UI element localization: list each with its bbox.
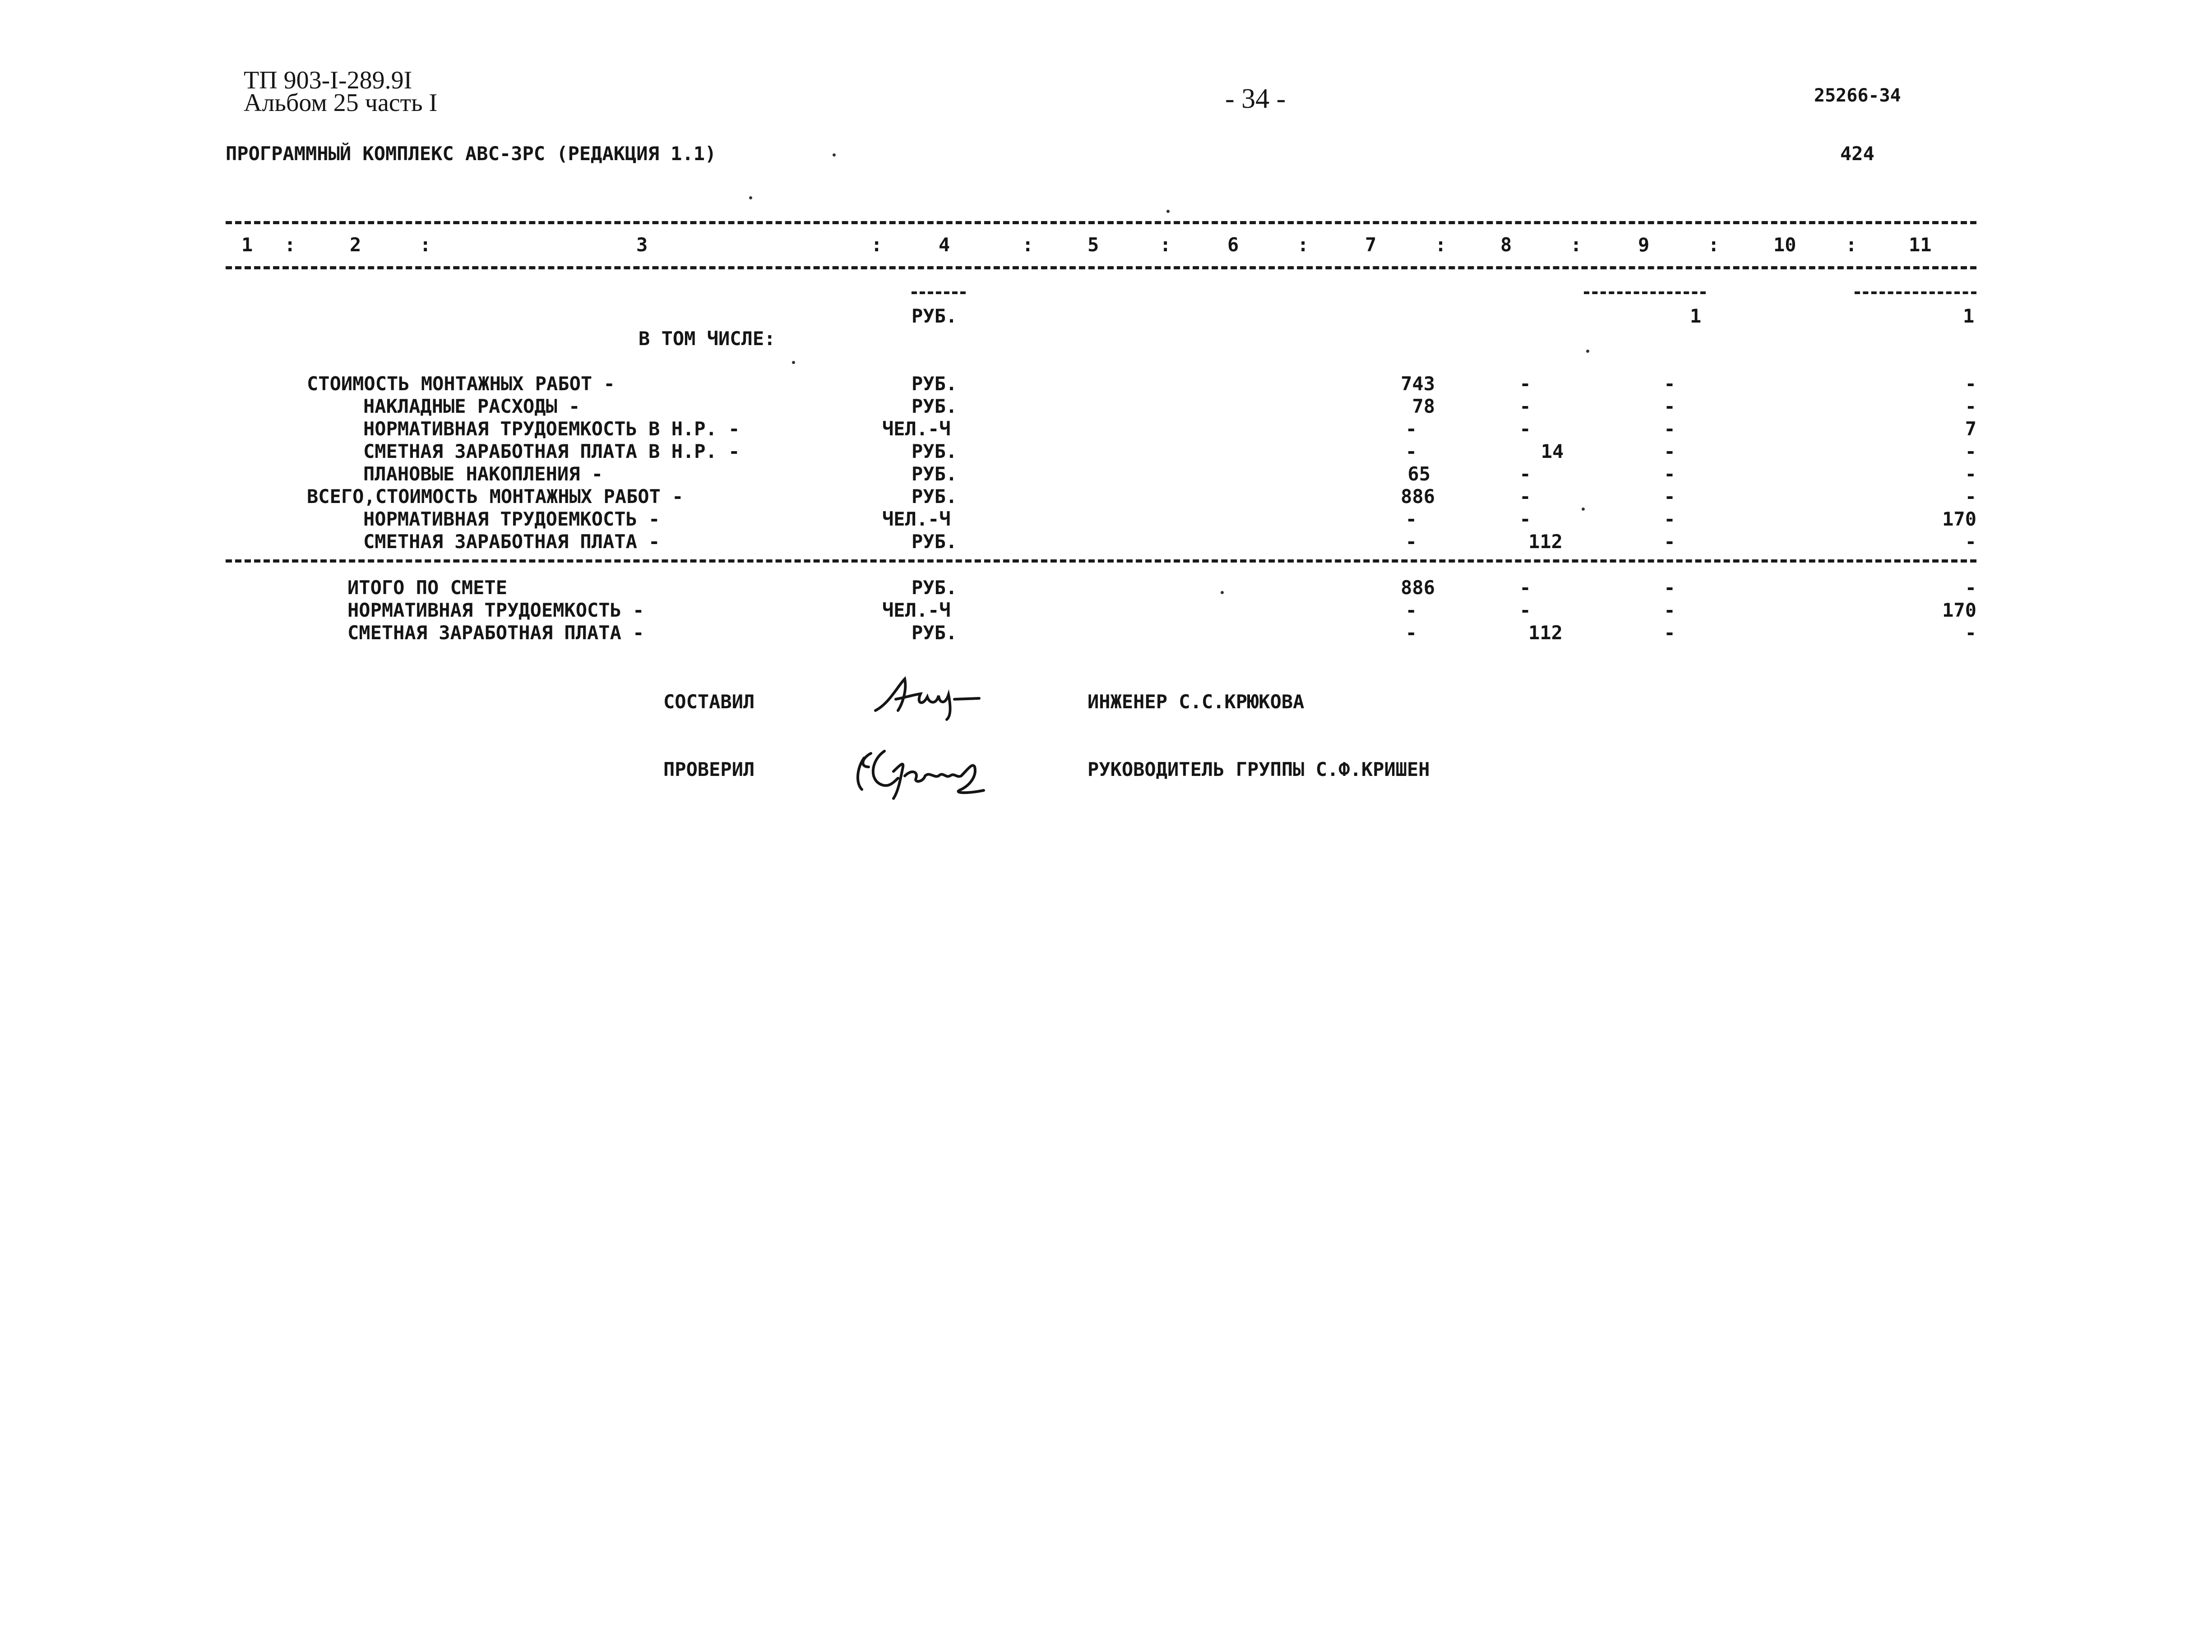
row-label: СМЕТНАЯ ЗАРАБОТНАЯ ПЛАТА -: [363, 531, 660, 553]
row-unit: РУБ.: [912, 440, 958, 462]
row-label: НАКЛАДНЫЕ РАСХОДЫ -: [363, 395, 580, 417]
column-header: 2: [350, 234, 361, 256]
row-unit: РУБ.: [912, 395, 958, 417]
row-col11: 170: [1942, 508, 1976, 530]
row-label: СМЕТНАЯ ЗАРАБОТНАЯ ПЛАТА В Н.Р. -: [363, 440, 740, 462]
row-col7: -: [1405, 418, 1417, 440]
column-header: 3: [636, 234, 648, 256]
row-label: НОРМАТИВНАЯ ТРУДОЕМКОСТЬ В Н.Р. -: [363, 418, 740, 440]
totals-rule: [226, 559, 1976, 563]
col9-short-rule: [1584, 291, 1706, 294]
document-code: ТП 903-I-289.9I: [244, 66, 412, 94]
column-header: 1: [241, 234, 253, 256]
row-col8: -: [1519, 485, 1531, 508]
row-col7: 65: [1407, 463, 1430, 485]
column-separator: :: [1297, 234, 1309, 256]
row-unit: ЧЕЛ.-Ч: [882, 418, 951, 440]
row-label: НОРМАТИВНАЯ ТРУДОЕМКОСТЬ -: [347, 599, 644, 621]
column-separator: :: [1160, 234, 1171, 256]
column-header: 4: [939, 234, 950, 256]
row-col9: -: [1664, 440, 1675, 462]
top-row-unit: РУБ.: [912, 305, 958, 327]
row-label: ПЛАНОВЫЕ НАКОПЛЕНИЯ -: [363, 463, 603, 485]
column-header: 10: [1773, 234, 1796, 256]
row-col8: -: [1519, 599, 1531, 621]
document-number: 25266-34: [1814, 85, 1901, 106]
row-col7: 743: [1401, 373, 1435, 395]
row-label: СТОИМОСТЬ МОНТАЖНЫХ РАБОТ -: [307, 373, 615, 395]
row-label: СМЕТНАЯ ЗАРАБОТНАЯ ПЛАТА -: [347, 622, 644, 644]
scan-speck: [1586, 350, 1589, 353]
checker-signature-icon: [848, 740, 1029, 808]
row-col7: -: [1405, 599, 1417, 621]
including-label: В ТОМ ЧИСЛЕ:: [639, 328, 776, 350]
table-top-rule: [226, 221, 1976, 224]
row-col8: 112: [1528, 622, 1563, 644]
row-col9: -: [1664, 577, 1675, 599]
column-separator: :: [1435, 234, 1447, 256]
row-label: НОРМАТИВНАЯ ТРУДОЕМКОСТЬ -: [363, 508, 660, 530]
column-separator: :: [1570, 234, 1582, 256]
row-col9: -: [1664, 463, 1675, 485]
row-col11: 170: [1942, 599, 1976, 621]
row-col9: -: [1664, 531, 1675, 553]
row-col9: -: [1664, 508, 1675, 530]
top-row-col11: 1: [1963, 305, 1975, 327]
row-unit: РУБ.: [912, 485, 958, 508]
column-header: 8: [1500, 234, 1512, 256]
row-col9: -: [1664, 418, 1675, 440]
column-separator: :: [871, 234, 883, 256]
row-col8: -: [1519, 418, 1531, 440]
scan-speck: [749, 196, 752, 199]
row-label: ИТОГО ПО СМЕТЕ: [347, 577, 508, 599]
row-col8: 14: [1541, 440, 1564, 462]
row-col7: -: [1405, 440, 1417, 462]
row-col11: -: [1965, 485, 1976, 508]
row-col7: -: [1405, 622, 1417, 644]
program-title: ПРОГРАММНЫЙ КОМПЛЕКС АВС-ЗРС (РЕДАКЦИЯ 1.1): [226, 143, 717, 165]
row-label: ВСЕГО,СТОИМОСТЬ МОНТАЖНЫХ РАБОТ -: [307, 485, 684, 508]
row-col11: -: [1965, 531, 1976, 553]
checked-label: ПРОВЕРИЛ: [663, 758, 755, 780]
scan-speck: [792, 361, 795, 364]
sheet-code: 424: [1840, 143, 1874, 165]
row-col7: 886: [1401, 485, 1435, 508]
top-row-col9: 1: [1690, 305, 1702, 327]
scan-speck: [1221, 591, 1224, 594]
row-col11: -: [1965, 622, 1976, 644]
column-separator: :: [420, 234, 431, 256]
row-unit: РУБ.: [912, 622, 958, 644]
scan-speck: [833, 153, 836, 157]
row-col7: 78: [1412, 395, 1435, 417]
column-separator: :: [1846, 234, 1857, 256]
row-col8: -: [1519, 577, 1531, 599]
row-unit: РУБ.: [912, 373, 958, 395]
col11-short-rule: [1855, 291, 1976, 294]
row-col9: -: [1664, 485, 1675, 508]
row-unit: ЧЕЛ.-Ч: [882, 508, 951, 530]
row-col9: -: [1664, 395, 1675, 417]
column-separator: :: [1708, 234, 1720, 256]
column-separator: :: [1022, 234, 1034, 256]
album-part: Альбом 25 часть I: [244, 89, 438, 117]
row-col11: -: [1965, 577, 1976, 599]
row-col11: 7: [1965, 418, 1976, 440]
row-col9: -: [1664, 373, 1675, 395]
row-col8: -: [1519, 395, 1531, 417]
compiled-label: СОСТАВИЛ: [663, 691, 755, 713]
row-col8: 112: [1528, 531, 1563, 553]
table-header-rule: [226, 266, 1976, 269]
row-col9: -: [1664, 622, 1675, 644]
column-separator: :: [284, 234, 296, 256]
column-header: 7: [1365, 234, 1377, 256]
row-unit: РУБ.: [912, 577, 958, 599]
row-col9: -: [1664, 599, 1675, 621]
compiled-by: ИНЖЕНЕР С.С.КРЮКОВА: [1087, 691, 1305, 713]
row-unit: РУБ.: [912, 463, 958, 485]
row-col11: -: [1965, 440, 1976, 462]
scan-speck: [1166, 210, 1170, 213]
row-col11: -: [1965, 395, 1976, 417]
column-header: 6: [1227, 234, 1239, 256]
scan-speck: [1582, 508, 1585, 511]
compiler-signature-icon: [871, 672, 997, 722]
row-col8: -: [1519, 463, 1531, 485]
column-header: 11: [1909, 234, 1932, 256]
column-header: 9: [1638, 234, 1650, 256]
row-unit: РУБ.: [912, 531, 958, 553]
row-col11: -: [1965, 373, 1976, 395]
row-col8: -: [1519, 373, 1531, 395]
row-unit: ЧЕЛ.-Ч: [882, 599, 951, 621]
column-header: 5: [1087, 234, 1099, 256]
row-col11: -: [1965, 463, 1976, 485]
row-col8: -: [1519, 508, 1531, 530]
row-col7: 886: [1401, 577, 1435, 599]
checked-by: РУКОВОДИТЕЛЬ ГРУППЫ С.Ф.КРИШЕН: [1087, 758, 1430, 780]
page-number: - 34 -: [1225, 83, 1286, 114]
row-col7: -: [1405, 508, 1417, 530]
row-col7: -: [1405, 531, 1417, 553]
unit-short-rule: [912, 291, 966, 294]
